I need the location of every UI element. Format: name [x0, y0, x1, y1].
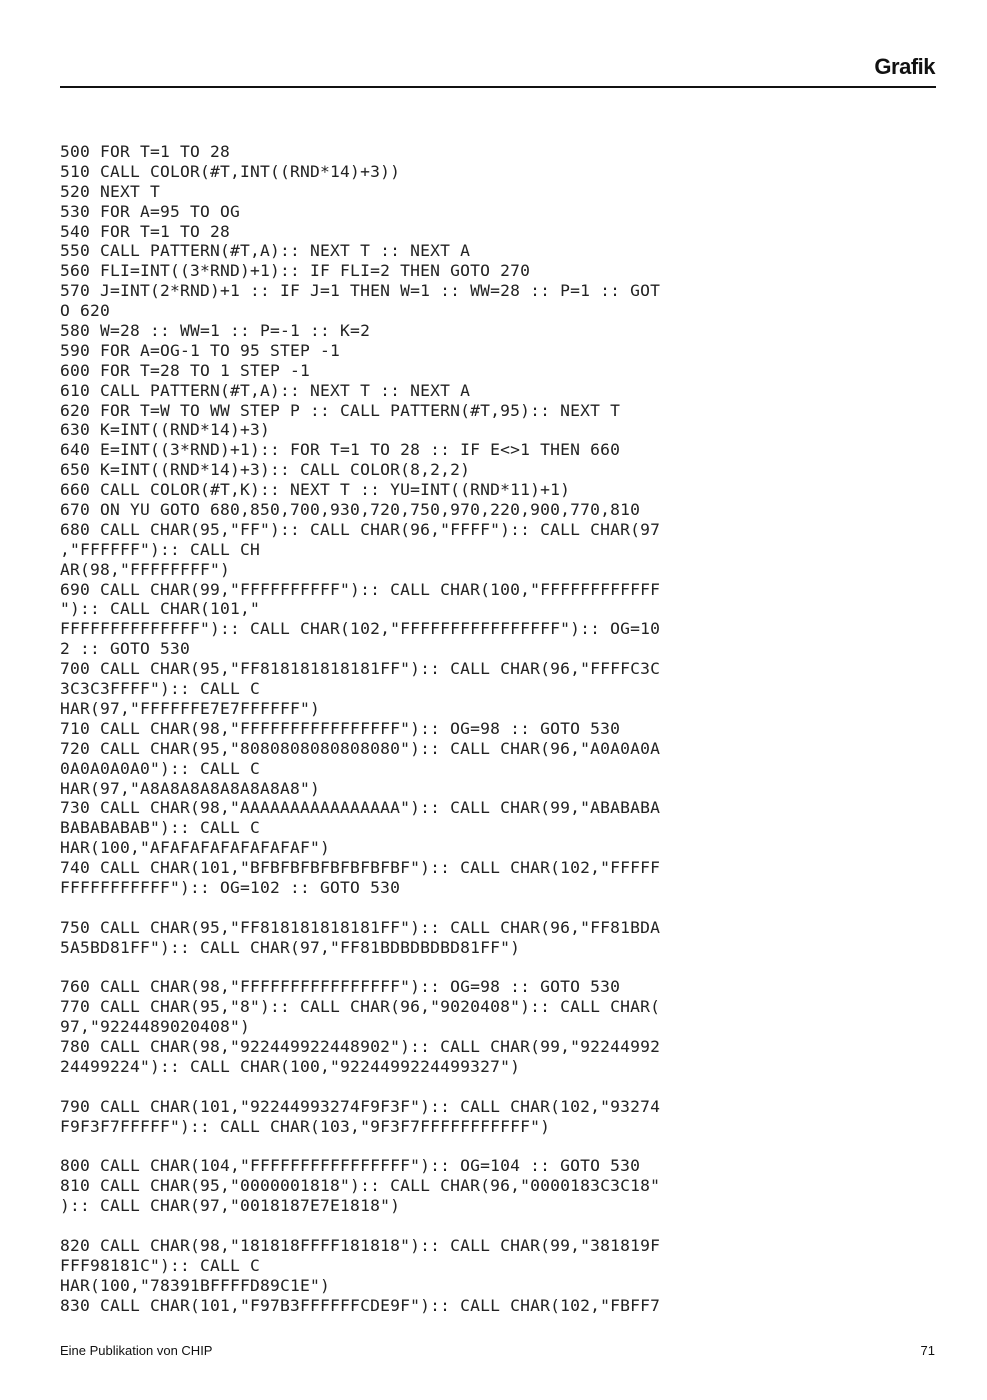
code-line: 780 CALL CHAR(98,"922449922448902"):: CALL CHAR(99,"92244992 — [60, 1037, 661, 1057]
code-line: HAR(97,"FFFFFFE7E7FFFFFF") — [60, 698, 321, 718]
basic-program-listing — [60, 142, 940, 1316]
blank-line — [60, 1216, 940, 1236]
code-line: 830 CALL CHAR(101,"F97B3FFFFFFCDE9F"):: CALL CHAR(102,"FBFF7 — [60, 1295, 661, 1315]
code-line: 580 W=28 :: WW=1 :: P=-1 :: K=2 — [60, 321, 371, 341]
code-line: O 620 — [60, 301, 111, 321]
code-line: 680 CALL CHAR(95,"FF"):: CALL CHAR(96,"FFFF"):: CALL CHAR(97 — [60, 519, 661, 539]
code-line: 540 FOR T=1 TO 28 — [60, 221, 231, 241]
code-line: 700 CALL CHAR(95,"FF818181818181FF"):: CALL CHAR(96,"FFFFC3C — [60, 659, 661, 679]
code-line: 570 J=INT(2*RND)+1 :: IF J=1 THEN W=1 :: WW=28 :: P=1 :: GOT — [60, 281, 661, 301]
section-title: Grafik — [874, 54, 935, 79]
code-line: HAR(97,"A8A8A8A8A8A8A8A8") — [60, 778, 321, 798]
code-line: 670 ON YU GOTO 680,850,700,930,720,750,970,220,900,770,810 — [60, 500, 641, 520]
code-line: FFF98181C"):: CALL C — [60, 1255, 261, 1275]
code-line: 0A0A0A0A0"):: CALL C — [60, 758, 261, 778]
code-line: 24499224"):: CALL CHAR(100,"9224499224499327") — [60, 1056, 521, 1076]
code-line: 510 CALL COLOR(#T,INT((RND*14)+3)) — [60, 161, 401, 181]
code-line: 660 CALL COLOR(#T,K):: NEXT T :: YU=INT((RND*11)+1) — [60, 480, 571, 500]
code-line: 550 CALL PATTERN(#T,A):: NEXT T :: NEXT A — [60, 241, 471, 261]
code-line: 790 CALL CHAR(101,"92244993274F9F3F"):: CALL CHAR(102,"93274 — [60, 1096, 661, 1116]
code-line: 650 K=INT((RND*14)+3):: CALL COLOR(8,2,2) — [60, 460, 471, 480]
code-line: 690 CALL CHAR(99,"FFFFFFFFFF"):: CALL CHAR(100,"FFFFFFFFFFFF — [60, 579, 661, 599]
code-line: 5A5BD81FF"):: CALL CHAR(97,"FF81BDBDBDBD81FF") — [60, 937, 521, 957]
code-line: FFFFFFFFFFFFFF"):: CALL CHAR(102,"FFFFFFFFFFFFFFFF"):: OG=10 — [60, 619, 661, 639]
code-line: AR(98,"FFFFFFFF") — [60, 559, 231, 579]
code-line: 590 FOR A=OG-1 TO 95 STEP -1 — [60, 340, 341, 360]
code-line: F9F3F7FFFFF"):: CALL CHAR(103,"9F3F7FFFFFFFFFFF") — [60, 1116, 551, 1136]
blank-line — [60, 1137, 940, 1157]
code-line: FFFFFFFFFFF"):: OG=102 :: GOTO 530 — [60, 877, 401, 897]
code-line: 770 CALL CHAR(95,"8"):: CALL CHAR(96,"9020408"):: CALL CHAR( — [60, 997, 661, 1017]
code-line: 640 E=INT((3*RND)+1):: FOR T=1 TO 28 :: IF E<>1 THEN 660 — [60, 440, 621, 460]
page-header — [0, 0, 987, 90]
code-line: 740 CALL CHAR(101,"BFBFBFBFBFBFBFBF"):: CALL CHAR(102,"FFFFF — [60, 858, 661, 878]
code-line: 730 CALL CHAR(98,"AAAAAAAAAAAAAAAA"):: CALL CHAR(99,"ABABABA — [60, 798, 661, 818]
code-line: 500 FOR T=1 TO 28 — [60, 142, 231, 161]
code-line: 610 CALL PATTERN(#T,A):: NEXT T :: NEXT A — [60, 380, 471, 400]
blank-line — [60, 1077, 940, 1097]
publication-credit: Eine Publikation von CHIP — [60, 1343, 213, 1358]
code-line: HAR(100,"AFAFAFAFAFAFAFAF") — [60, 838, 331, 858]
code-line: 630 K=INT((RND*14)+3) — [60, 420, 271, 440]
code-line: 810 CALL CHAR(95,"0000001818"):: CALL CHAR(96,"0000183C3C18" — [60, 1176, 661, 1196]
code-line: ,"FFFFFF"):: CALL CH — [60, 539, 261, 559]
code-line: 800 CALL CHAR(104,"FFFFFFFFFFFFFFFF"):: OG=104 :: GOTO 530 — [60, 1156, 641, 1176]
header-rule — [60, 86, 936, 88]
code-line: 520 NEXT T — [60, 181, 161, 201]
code-line: 600 FOR T=28 TO 1 STEP -1 — [60, 360, 311, 380]
code-line: 530 FOR A=95 TO OG — [60, 201, 241, 221]
code-line: BABABABAB"):: CALL C — [60, 818, 261, 838]
code-line: 620 FOR T=W TO WW STEP P :: CALL PATTERN(#T,95):: NEXT T — [60, 400, 621, 420]
code-line: ):: CALL CHAR(97,"0018187E7E1818") — [60, 1196, 401, 1216]
code-line: 820 CALL CHAR(98,"181818FFFF181818"):: CALL CHAR(99,"381819F — [60, 1235, 661, 1255]
blank-line — [60, 958, 940, 978]
code-line: "):: CALL CHAR(101," — [60, 599, 261, 619]
blank-line — [60, 898, 940, 918]
page-number: 71 — [920, 1343, 935, 1358]
code-line: 720 CALL CHAR(95,"8080808080808080"):: CALL CHAR(96,"A0A0A0A — [60, 738, 661, 758]
code-line: HAR(100,"78391BFFFFD89C1E") — [60, 1275, 331, 1295]
code-line: 560 FLI=INT((3*RND)+1):: IF FLI=2 THEN GOTO 270 — [60, 261, 531, 281]
code-line: 750 CALL CHAR(95,"FF818181818181FF"):: CALL CHAR(96,"FF81BDA — [60, 917, 661, 937]
code-line: 3C3C3FFFF"):: CALL C — [60, 679, 261, 699]
code-line: 97,"9224489020408") — [60, 1017, 251, 1037]
code-line: 2 :: GOTO 530 — [60, 639, 191, 659]
code-line: 760 CALL CHAR(98,"FFFFFFFFFFFFFFFF"):: OG=98 :: GOTO 530 — [60, 977, 621, 997]
code-line: 710 CALL CHAR(98,"FFFFFFFFFFFFFFFF"):: OG=98 :: GOTO 530 — [60, 718, 621, 738]
